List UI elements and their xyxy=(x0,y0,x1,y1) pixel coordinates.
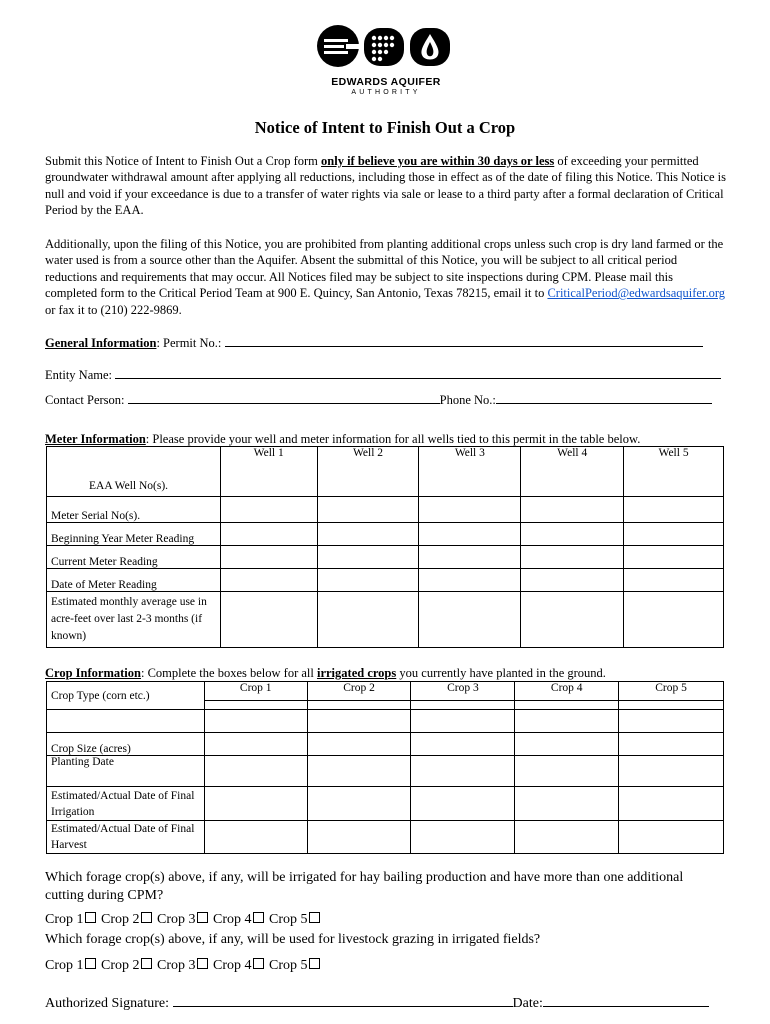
crop-cell[interactable] xyxy=(515,733,619,756)
eaa-logo-mark xyxy=(316,24,456,68)
crop-cell[interactable] xyxy=(307,821,411,854)
well-column-header: Well 1 xyxy=(220,447,317,497)
crop-table-row xyxy=(47,682,724,701)
crop-table xyxy=(46,681,724,854)
meter-cell[interactable] xyxy=(419,523,521,546)
intro-paragraph-2: Additionally, upon the filing of this Notice, you are prohibited from planting additional crops unless such crop is dry land farmed or the water used is from a source other than the Aquifer. Absent the submittal of this Notice, you will be subject to all critical period reductions and requirements that may occur. All Notices filed may be subject to site inspections during CPM. Please mail this completed form to the Critical Period Team at 900 E. Quincy, San Antonio, Texas 78215, email it to CriticalPeriod@edwardsaquifer.org or fax it to (210) 222-9869. xyxy=(45,237,726,317)
meter-cell[interactable] xyxy=(317,592,419,648)
meter-cell[interactable] xyxy=(220,546,317,569)
crop-row-label xyxy=(47,710,205,733)
crop-info-row: Crop Information: Complete the boxes below for all irrigated crops you currently have planted in the ground. xyxy=(45,666,606,680)
checkbox[interactable] xyxy=(85,912,96,923)
meter-cell[interactable] xyxy=(624,523,724,546)
meter-info-heading: Meter Information xyxy=(45,432,146,446)
crop-cell[interactable] xyxy=(619,710,724,733)
crop-cell[interactable] xyxy=(411,821,515,854)
meter-cell[interactable] xyxy=(521,592,624,648)
crop-table-row xyxy=(47,756,724,787)
crop-cell[interactable] xyxy=(204,821,307,854)
crop-cell[interactable] xyxy=(307,787,411,821)
meter-cell[interactable] xyxy=(624,569,724,592)
meter-row-label: Beginning Year Meter Reading xyxy=(47,523,221,546)
well-column-header: Well 4 xyxy=(521,447,624,497)
crop-cell[interactable] xyxy=(411,733,515,756)
checkbox[interactable] xyxy=(309,958,320,969)
crop-column-header: Crop 5 xyxy=(619,682,724,701)
signature-field[interactable] xyxy=(173,994,513,1007)
permit-number-field[interactable] xyxy=(225,334,703,347)
meter-cell[interactable] xyxy=(220,592,317,648)
crop-cell[interactable] xyxy=(619,701,724,710)
checkbox[interactable] xyxy=(197,912,208,923)
crop-cell[interactable] xyxy=(204,787,307,821)
checkbox[interactable] xyxy=(85,958,96,969)
crop-table-row xyxy=(47,733,724,756)
meter-cell[interactable] xyxy=(521,523,624,546)
crop-cell[interactable] xyxy=(307,756,411,787)
meter-cell[interactable] xyxy=(419,497,521,523)
meter-row-label: Date of Meter Reading xyxy=(47,569,221,592)
meter-table-row xyxy=(47,523,724,546)
crop-row-label: Estimated/Actual Date of Final Harvest xyxy=(47,821,205,854)
grazing-options xyxy=(45,957,322,975)
option-label: Crop 4 xyxy=(213,958,252,973)
checkbox[interactable] xyxy=(253,958,264,969)
meter-cell[interactable] xyxy=(220,497,317,523)
permit-number-row: General Information: Permit No.: xyxy=(45,334,703,351)
crop-cell[interactable] xyxy=(515,701,619,710)
crop-column-header: Crop 2 xyxy=(307,682,411,701)
meter-cell[interactable] xyxy=(317,523,419,546)
crop-cell[interactable] xyxy=(619,733,724,756)
meter-cell[interactable] xyxy=(624,592,724,648)
hay-bailing-question: Which forage crop(s) above, if any, will be irrigated for hay bailing production and have more than one additional cutting during CPM? xyxy=(45,870,684,903)
meter-info-row: Meter Information: Please provide your well and meter information for all wells tied to this permit in the table below. xyxy=(45,432,641,446)
crop-row-label: Estimated/Actual Date of Final Irrigation xyxy=(47,787,205,821)
well-column-header: Well 5 xyxy=(624,447,724,497)
meter-row-label: Meter Serial No(s). xyxy=(47,497,221,523)
option-label: Crop 4 xyxy=(213,912,252,927)
crop-cell[interactable] xyxy=(411,756,515,787)
option-label: Crop 1 xyxy=(45,958,84,973)
option-label: Crop 5 xyxy=(269,958,308,973)
meter-cell[interactable] xyxy=(419,569,521,592)
hay-bailing-options xyxy=(45,911,322,929)
crop-table-row xyxy=(47,710,724,733)
crop-cell[interactable] xyxy=(515,756,619,787)
option-label: Crop 5 xyxy=(269,912,308,927)
checkbox[interactable] xyxy=(141,912,152,923)
crop-row-label: Crop Size (acres) xyxy=(47,733,205,756)
phone-number-field[interactable] xyxy=(496,391,712,404)
meter-row-label: Current Meter Reading xyxy=(47,546,221,569)
checkbox[interactable] xyxy=(309,912,320,923)
crop-cell[interactable] xyxy=(619,821,724,854)
crop-cell[interactable] xyxy=(204,701,307,710)
crop-cell[interactable] xyxy=(515,821,619,854)
crop-info-heading: Crop Information xyxy=(45,666,141,680)
meter-cell[interactable] xyxy=(624,497,724,523)
meter-cell[interactable] xyxy=(220,569,317,592)
meter-cell[interactable] xyxy=(419,546,521,569)
crop-cell[interactable] xyxy=(204,710,307,733)
checkbox[interactable] xyxy=(197,958,208,969)
crop-cell[interactable] xyxy=(619,756,724,787)
option-label: Crop 1 xyxy=(45,912,84,927)
crop-cell[interactable] xyxy=(411,787,515,821)
crop-cell[interactable] xyxy=(307,733,411,756)
contact-person-field[interactable] xyxy=(128,391,440,404)
crop-table-row xyxy=(47,821,724,854)
checkbox[interactable] xyxy=(253,912,264,923)
date-field[interactable] xyxy=(543,994,709,1007)
well-column-header: Well 2 xyxy=(317,447,419,497)
crop-cell[interactable] xyxy=(619,787,724,821)
crop-cell[interactable] xyxy=(515,710,619,733)
general-info-heading: General Information xyxy=(45,336,157,350)
meter-cell[interactable] xyxy=(317,569,419,592)
meter-table-row xyxy=(47,497,724,523)
meter-cell[interactable] xyxy=(220,523,317,546)
entity-name-field[interactable] xyxy=(115,366,721,379)
eaa-logo xyxy=(316,24,456,100)
crop-column-header: Crop 1 xyxy=(204,682,307,701)
email-link[interactable]: CriticalPeriod@edwardsaquifer.org xyxy=(547,286,726,301)
intro-emphasis: only if believe you are within 30 days or less xyxy=(321,154,555,168)
meter-row-label: Estimated monthly average use in acre-feet over last 2-3 months (if known) xyxy=(47,592,221,648)
crop-table-row xyxy=(47,787,724,821)
intro-paragraph-1: Submit this Notice of Intent to Finish Out a Crop form only if believe you are within 30 days or less of exceeding your permitted groundwater withdrawal amount after applying all reductions, including those in effect as of the date of filing this Notice. This Notice is null and void if your exceedance is due to a transfer of water rights via sale or lease to a third party after a formal declaration of Critical Period by the EAA. xyxy=(45,154,726,218)
meter-table-row xyxy=(47,447,724,497)
crop-cell[interactable] xyxy=(204,733,307,756)
crop-column-header: Crop 4 xyxy=(515,682,619,701)
logo-subtitle: AUTHORITY xyxy=(351,89,421,96)
meter-table-row xyxy=(47,569,724,592)
checkbox[interactable] xyxy=(141,958,152,969)
contact-row: Contact Person: Phone No.: xyxy=(45,391,712,408)
crop-column-header: Crop 3 xyxy=(411,682,515,701)
option-label: Crop 2 xyxy=(101,912,140,927)
meter-row-label: EAA Well No(s). xyxy=(47,447,221,497)
meter-cell[interactable] xyxy=(419,592,521,648)
meter-table-row xyxy=(47,546,724,569)
meter-cell[interactable] xyxy=(521,497,624,523)
meter-table-row xyxy=(47,592,724,648)
crop-row-label: Crop Type (corn etc.) xyxy=(47,682,205,710)
meter-cell[interactable] xyxy=(317,497,419,523)
option-label: Crop 3 xyxy=(157,912,196,927)
logo-name: EDWARDS AQUIFER xyxy=(331,76,441,88)
meter-cell[interactable] xyxy=(317,546,419,569)
grazing-question: Which forage crop(s) above, if any, will be used for livestock grazing in irrigated fields? xyxy=(45,932,541,947)
crop-row-label: Planting Date xyxy=(47,756,205,787)
meter-cell[interactable] xyxy=(521,569,624,592)
option-label: Crop 2 xyxy=(101,958,140,973)
option-label: Crop 3 xyxy=(157,958,196,973)
crop-cell[interactable] xyxy=(307,710,411,733)
meter-cell[interactable] xyxy=(521,546,624,569)
entity-name-row: Entity Name: xyxy=(45,366,721,383)
signature-row: Authorized Signature: Date: xyxy=(45,994,709,1013)
page-title: Notice of Intent to Finish Out a Crop xyxy=(254,118,516,137)
crop-cell[interactable] xyxy=(411,701,515,710)
meter-table xyxy=(46,446,724,648)
crop-cell[interactable] xyxy=(204,756,307,787)
well-column-header: Well 3 xyxy=(419,447,521,497)
crop-cell[interactable] xyxy=(515,787,619,821)
meter-cell[interactable] xyxy=(624,546,724,569)
crop-cell[interactable] xyxy=(411,710,515,733)
crop-cell[interactable] xyxy=(307,701,411,710)
